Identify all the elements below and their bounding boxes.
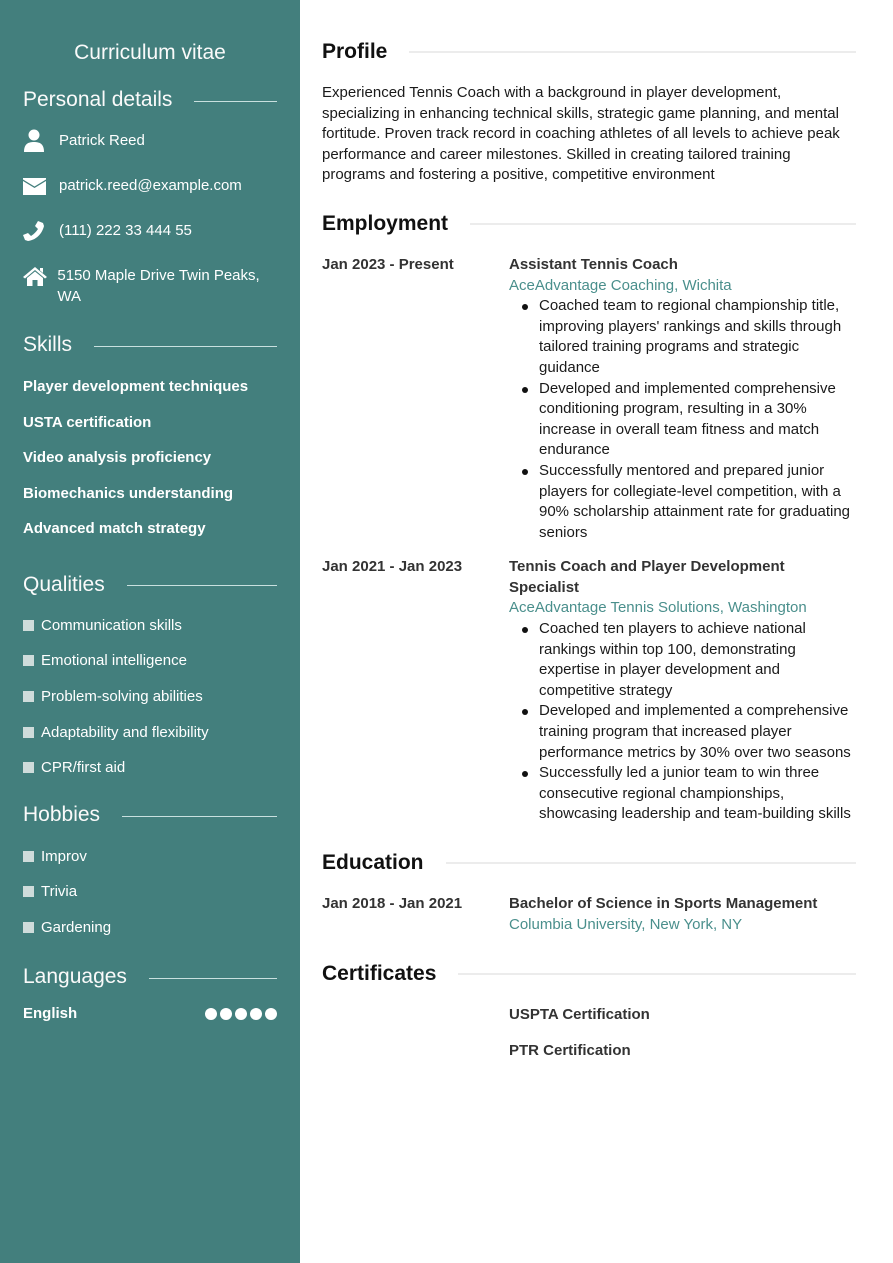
hobby-item [23, 874, 277, 910]
contact-name [23, 130, 277, 175]
section-title: Employment [322, 211, 449, 235]
section-title: Hobbies [23, 803, 101, 827]
square-bullet-icon [23, 886, 34, 897]
certificate-item: PTR Certification [509, 1042, 631, 1060]
hobby-text: Trivia [41, 883, 78, 901]
square-bullet-icon [23, 851, 34, 862]
quality-text: Emotional intelligence [41, 652, 187, 670]
employment-heading [322, 210, 856, 238]
achievement-item: Coached ten players to achieve national rankings within top 100, demonstrating expertise in player development and competitive strategy [539, 619, 856, 701]
achievement-item: Successfully led a junior team to win three consecutive regional championships, showcasing leadership and team-building skills [539, 763, 856, 825]
contact-address [23, 265, 277, 331]
institution: Columbia University, New York, NY [509, 915, 743, 933]
employer: AceAdvantage Coaching, Wichita [509, 276, 732, 294]
entry-date: Jan 2023 - Present [322, 255, 454, 273]
sidebar [0, 0, 300, 1263]
achievement-list [509, 296, 856, 543]
quality-item [23, 714, 277, 750]
education-heading [322, 849, 856, 877]
user-icon [23, 130, 59, 152]
certificate-item: USPTA Certification [509, 1006, 650, 1024]
square-bullet-icon [23, 762, 34, 773]
contact-text: (111) 222 33 444 55 [59, 222, 192, 239]
section-title: Certificates [322, 962, 437, 986]
level-dot-icon [235, 1008, 247, 1020]
languages-heading [23, 963, 277, 991]
phone-icon [23, 220, 59, 242]
certificates-heading [322, 960, 856, 988]
hobby-item [23, 910, 277, 946]
quality-text: Problem-solving abilities [41, 687, 203, 705]
section-title: Languages [23, 965, 127, 989]
hobby-text: Gardening [41, 918, 112, 936]
contact-text[interactable]: patrick.reed@example.com [59, 177, 242, 194]
achievement-item: Developed and implemented a comprehensive training program that increased player performance metrics by 30% over two seasons [539, 701, 856, 763]
contact-text: Patrick Reed [59, 132, 145, 149]
employment-entry [322, 557, 856, 825]
heading-divider [94, 346, 277, 347]
achievement-item: Coached team to regional championship title, improving players' rankings and skills through tailored training programs and strategic guidance [539, 296, 856, 378]
skill-item: Video analysis proficiency [23, 449, 212, 466]
education-entry [322, 894, 856, 935]
main-content [322, 0, 856, 1061]
skill-item: Biomechanics understanding [23, 484, 234, 502]
achievement-item: Developed and implemented comprehensive conditioning program, resulting in a 30% increase in overall team fitness and match endurance [539, 379, 856, 461]
achievement-list [509, 619, 856, 825]
level-dot-icon [220, 1008, 232, 1020]
section-title: Qualities [23, 572, 105, 596]
quality-text: Communication skills [41, 616, 182, 634]
heading-divider [470, 223, 856, 225]
quality-text: CPR/first aid [41, 759, 126, 777]
hobbies-heading [23, 801, 277, 829]
level-dot-icon [265, 1008, 277, 1020]
contact-text: 5150 Maple Drive Twin Peaks, WA [57, 267, 260, 305]
level-dot-icon [250, 1008, 262, 1020]
language-item [23, 1005, 277, 1022]
quality-item [23, 679, 277, 715]
contact-email [23, 175, 277, 220]
hobby-item [23, 838, 277, 874]
section-title: Skills [23, 333, 73, 356]
quality-item [23, 643, 277, 679]
degree: Bachelor of Science in Sports Management [509, 895, 818, 912]
entry-date: Jan 2018 - Jan 2021 [322, 895, 463, 912]
qualities-heading [23, 571, 277, 599]
job-title: Tennis Coach and Player Development Specialist [509, 558, 785, 596]
skill-item: Player development techniques [23, 378, 249, 395]
section-title: Personal details [23, 88, 173, 111]
quality-text: Adaptability and flexibility [41, 723, 209, 741]
profile-heading [322, 38, 856, 66]
section-title: Education [322, 851, 424, 874]
square-bullet-icon [23, 727, 34, 738]
square-bullet-icon [23, 922, 34, 933]
entry-date: Jan 2021 - Jan 2023 [322, 558, 463, 576]
language-name: English [23, 1005, 78, 1023]
heading-divider [446, 862, 856, 864]
job-title: Assistant Tennis Coach [509, 255, 678, 273]
achievement-item: Successfully mentored and prepared junior players for collegiate-level competition, with a 90% scholarship attainment rate for graduating seniors [539, 461, 856, 543]
contact-phone [23, 220, 277, 265]
square-bullet-icon [23, 691, 34, 702]
heading-divider [458, 973, 856, 975]
heading-divider [122, 816, 277, 817]
heading-divider [194, 101, 277, 102]
heading-divider [127, 585, 277, 586]
skills-heading [23, 331, 277, 359]
employment-entry [322, 255, 856, 543]
skill-item: Advanced match strategy [23, 520, 206, 537]
cv-title: Curriculum vitae [74, 41, 226, 64]
home-icon [23, 265, 57, 287]
skill-item: USTA certification [23, 413, 152, 431]
envelope-icon [23, 175, 59, 197]
quality-item [23, 750, 277, 786]
heading-divider [409, 51, 856, 53]
square-bullet-icon [23, 620, 34, 631]
personal-details-heading [23, 86, 277, 114]
square-bullet-icon [23, 655, 34, 666]
language-level-rating [205, 1008, 277, 1020]
hobby-text: Improv [41, 847, 87, 865]
quality-item [23, 608, 277, 644]
level-dot-icon [205, 1008, 217, 1020]
profile-summary: Experienced Tennis Coach with a background in player development, specializing in enhancing technical skills, strategic game planning, and mental fortitude. Proven track record in coaching athletes of all levels to achieve peak performance and career milestones. Skilled in creating tailored training programs and fostering a positive, competitive environment [322, 84, 840, 184]
section-title: Profile [322, 40, 388, 63]
employer: AceAdvantage Tennis Solutions, Washington [509, 599, 807, 617]
heading-divider [149, 978, 277, 979]
